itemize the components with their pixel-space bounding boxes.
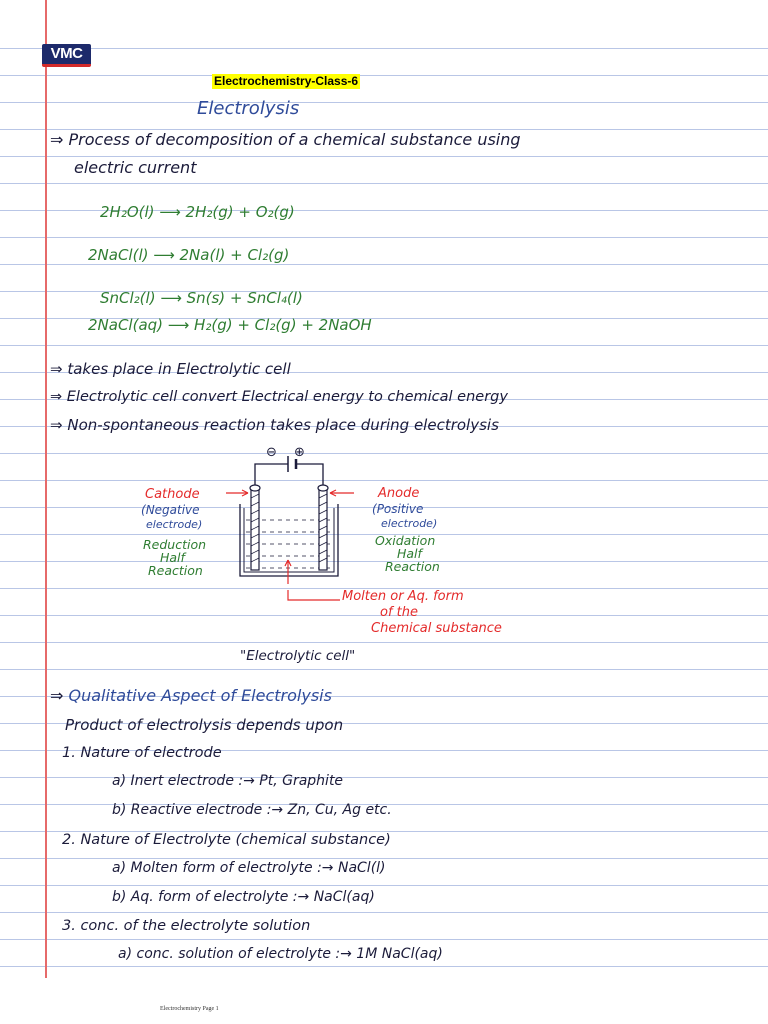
minus-terminal-icon: ⊖	[266, 445, 277, 460]
cathode-negative-label: (Negative	[141, 503, 200, 517]
vmc-logo: VMC	[42, 44, 91, 67]
solution-pointer-line	[286, 590, 342, 610]
item-1: 1. Nature of electrode	[62, 745, 222, 761]
solution-label-2: of the	[380, 605, 418, 620]
solution-label-1: Molten or Aq. form	[342, 589, 464, 604]
diagram-caption: "Electrolytic cell"	[240, 648, 356, 664]
arrow-bullet-icon: ⇒	[50, 686, 69, 705]
solution-label-3: Chemical substance	[371, 621, 502, 636]
anode-label: Anode	[378, 486, 420, 501]
item-2: 2. Nature of Electrolyte (chemical substance)	[62, 832, 391, 848]
definition-line-1: ⇒ Process of decomposition of a chemical substance using	[50, 130, 521, 149]
item-2a: a) Molten form of electrolyte :→ NaCl(l)	[112, 860, 386, 876]
reaction-2: 2NaCl(l) ⟶ 2Na(l) + Cl₂(g)	[88, 246, 290, 264]
arrow-bullet-icon: ⇒	[50, 389, 67, 405]
reduction-label: Reduction	[143, 537, 207, 552]
page-title: Electrochemistry-Class-6	[214, 74, 359, 88]
electrolytic-cell-diagram	[226, 444, 356, 584]
reduction-reaction-label: Reaction	[148, 563, 203, 578]
oxidation-half-label: Half	[397, 546, 422, 561]
anode-electrode-label: electrode)	[381, 517, 438, 530]
arrow-bullet-icon: ⇒	[50, 130, 69, 149]
item-3a: a) conc. solution of electrolyte :→ 1M NaCl(aq)	[118, 946, 443, 962]
reaction-1: 2H₂O(l) ⟶ 2H₂(g) + O₂(g)	[100, 203, 295, 221]
item-1b: b) Reactive electrode :→ Zn, Cu, Ag etc.	[112, 802, 392, 818]
cathode-label: Cathode	[145, 487, 200, 502]
page-footer: Electrochemistry Page 1	[160, 1006, 219, 1012]
arrow-bullet-icon: ⇒	[50, 360, 68, 378]
cathode-electrode-label: electrode)	[146, 518, 203, 531]
plus-terminal-icon: ⊕	[294, 445, 305, 460]
item-2b: b) Aq. form of electrolyte :→ NaCl(aq)	[112, 889, 375, 905]
item-1a: a) Inert electrode :→ Pt, Graphite	[112, 773, 344, 789]
qualitative-heading: ⇒ Qualitative Aspect of Electrolysis	[50, 686, 332, 705]
item-3: 3. conc. of the electrolyte solution	[62, 918, 311, 934]
definition-line-2: electric current	[74, 158, 197, 177]
heading-electrolysis: Electrolysis	[197, 98, 300, 119]
point-3: ⇒ Non-spontaneous reaction takes place during electrolysis	[50, 416, 499, 434]
reaction-3: SnCl₂(l) ⟶ Sn(s) + SnCl₄(l)	[100, 289, 303, 307]
margin-line	[45, 0, 47, 978]
reaction-4: 2NaCl(aq) ⟶ H₂(g) + Cl₂(g) + 2NaOH	[88, 316, 372, 334]
reduction-half-label: Half	[160, 550, 185, 565]
page-bottom-area	[0, 978, 768, 1024]
point-1: ⇒ takes place in Electrolytic cell	[50, 360, 291, 378]
arrow-bullet-icon: ⇒	[50, 416, 68, 434]
point-2: ⇒ Electrolytic cell convert Electrical energy to chemical energy	[50, 389, 508, 405]
oxidation-reaction-label: Reaction	[385, 559, 440, 574]
qualitative-intro: Product of electrolysis depends upon	[65, 716, 344, 734]
oxidation-label: Oxidation	[375, 533, 436, 548]
anode-positive-label: (Positive	[372, 502, 424, 516]
